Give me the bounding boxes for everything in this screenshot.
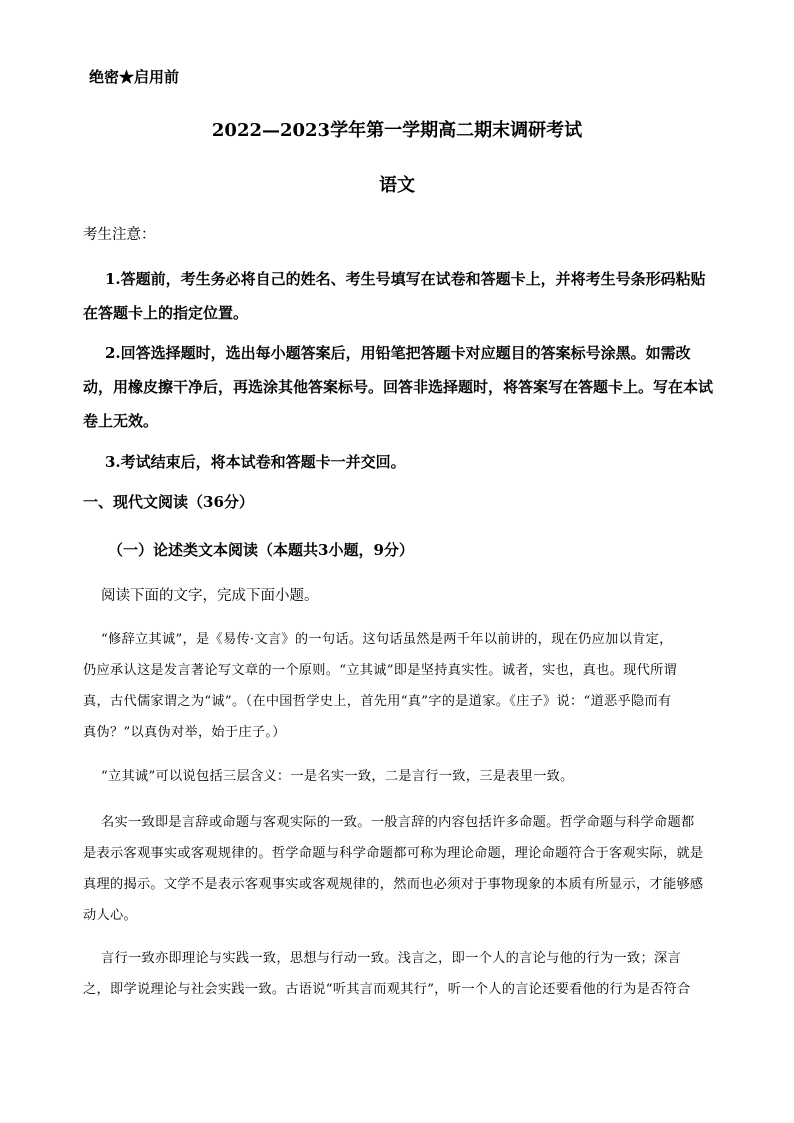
passage-line: “立其诚”可以说包括三层含义：一是名实一致，二是言行一致，三是表里一致。 xyxy=(101,769,574,784)
reading-instruction: 阅读下面的文字，完成下面小题。 xyxy=(101,588,319,604)
section-title: 一、现代文阅读（36分） xyxy=(83,493,254,511)
passage-line: 真理的揭示。文学不是表示客观事实或客观规律的，然而也必须对于事物现象的本质有所显示，才能够感 xyxy=(83,877,704,892)
passage-line: 言行一致亦即理论与实践一致，思想与行动一致。浅言之，即一个人的言论与他的行为一致；深言 xyxy=(101,951,681,966)
passage-line: 是表示客观事实或客观规律的。哲学命题与科学命题都可称为理论命题，理论命题符合于客观实际，就是 xyxy=(83,846,704,861)
passage-line: 真，古代儒家谓之为“诚”。（在中国哲学史上，首先用“真”字的是道家。《庄子》说：“道恶乎隐而有 xyxy=(83,694,672,709)
confidential-label: 绝密★启用前 xyxy=(89,68,180,86)
passage-line: 真伪？”以真伪对举，始于庄子。） xyxy=(83,725,286,740)
subsection-title: （一）论述类文本阅读（本题共3小题，9分） xyxy=(108,541,414,559)
subject-title: 语文 xyxy=(379,175,415,196)
notice-rule-2: 2.回答选择题时，选出每小题答案后，用铅笔把答题卡对应题目的答案标号涂黑。如需改动，用橡皮擦干净后，再选涂其他答案标号。回答非选择题时，将答案写在答题卡上。写在本试卷上无效。 xyxy=(83,344,714,430)
passage-line: 之，即学说理论与社会实践一致。古语说“听其言而观其行”，听一个人的言论还要看他的行为是否符合 xyxy=(83,982,691,997)
passage-line: 仍应承认这是发言著论写文章的一个原则。“立其诚”即是坚持真实性。诚者，实也，真也。现代所谓 xyxy=(83,663,678,678)
notice-rule-3: 3.考试结束后，将本试卷和答题卡一并交回。 xyxy=(105,453,406,471)
passage-line: 动人心。 xyxy=(83,908,137,923)
notice-rule-1: 1.答题前，考生务必将自己的姓名、考生号填写在试卷和答题卡上，并将考生号条形码粘贴在答题卡上的指定位置。 xyxy=(83,270,706,322)
passage-line: “修辞立其诚”，是《易传·文言》的一句话。这句话虽然是两千年以前讲的，现在仍应加以肯定， xyxy=(101,632,673,647)
notice-heading: 考生注意： xyxy=(83,227,156,243)
passage-line: 名实一致即是言辞或命题与客观实际的一致。一般言辞的内容包括许多命题。哲学命题与科学命题都 xyxy=(101,815,695,830)
exam-title: 2022—2023学年第一学期高二期末调研考试 xyxy=(211,120,583,141)
